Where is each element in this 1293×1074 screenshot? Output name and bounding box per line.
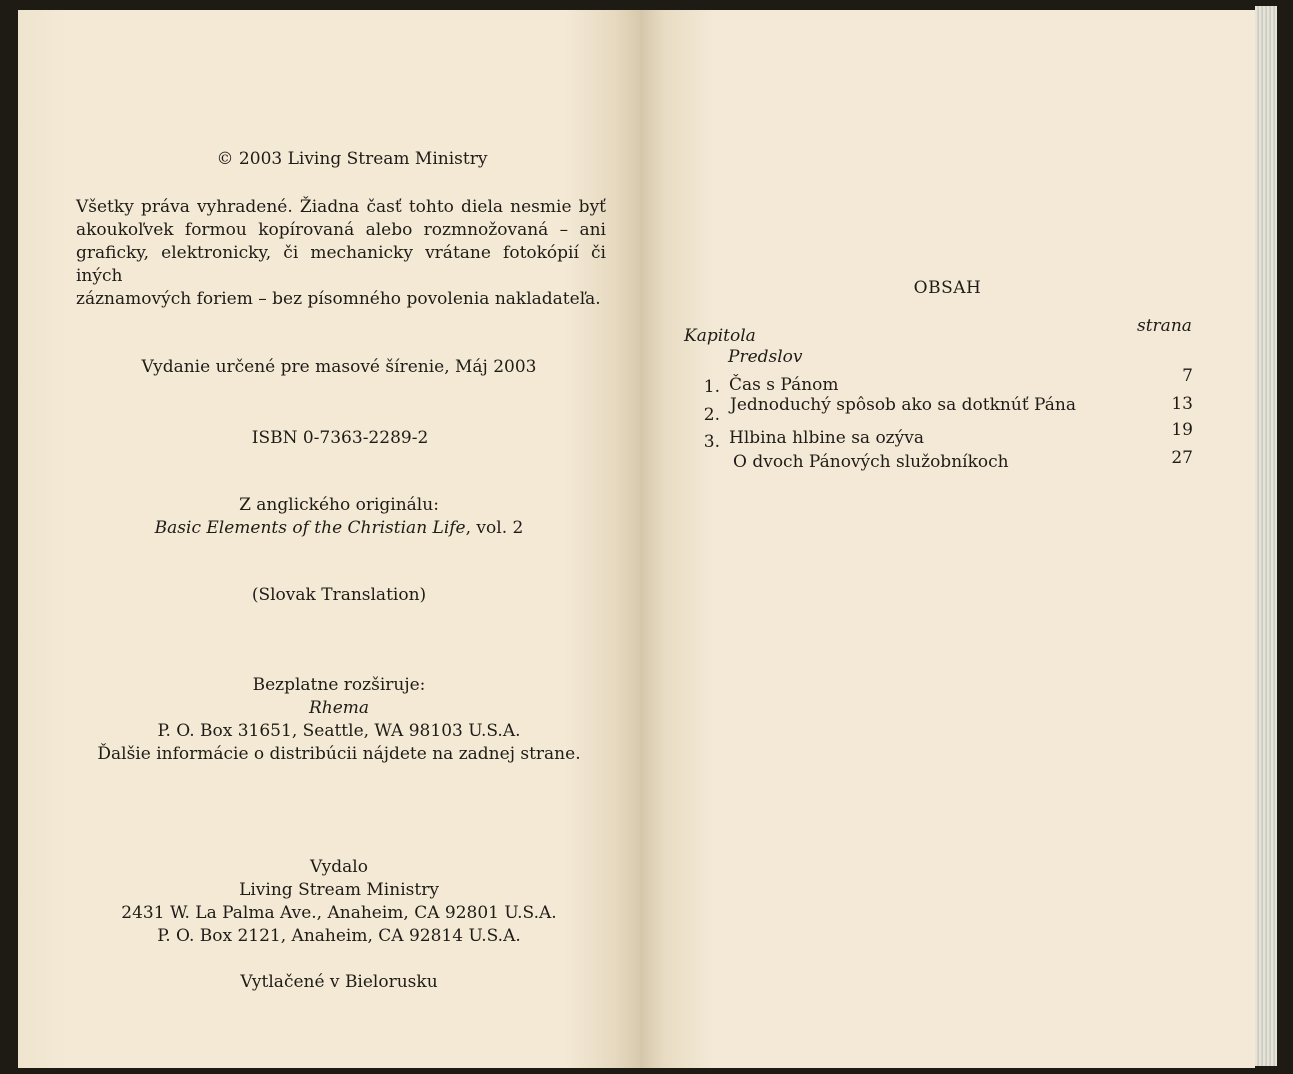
original-title-line: [28, 517, 650, 540]
toc-entry-title: Hlbina hlbine sa ozýva: [729, 428, 924, 448]
rights-line: záznamových foriem – bez písomného povolenia nakladateľa.: [76, 289, 601, 309]
rights-line: graficky, elektronicky, či mechanicky vrátane fotokópií či iných: [76, 243, 606, 286]
distributor-block: [28, 674, 650, 766]
original-title-block: [28, 494, 650, 540]
toc-entry-number: 3.: [703, 432, 720, 452]
toc-entry[interactable]: [640, 420, 1255, 454]
toc-chapter-label: Kapitola: [684, 326, 756, 346]
toc-entry-title: Čas s Pánom: [729, 375, 839, 395]
rights-line: Všetky práva vyhradené. Žiadna časť tohto diela nesmie byť: [76, 197, 606, 217]
toc-entry-number: 2.: [703, 405, 720, 425]
edition-note: [28, 356, 650, 379]
original-volume: , vol. 2: [465, 518, 524, 538]
distributor-address: P. O. Box 31651, Seattle, WA 98103 U.S.A.: [157, 721, 521, 741]
rights-line: akoukoľvek formou kopírovaná alebo rozmnožovaná – ani: [76, 220, 606, 240]
publisher-po-box: P. O. Box 2121, Anaheim, CA 92814 U.S.A.: [157, 926, 521, 946]
left-page: [18, 10, 640, 1068]
toc-entry[interactable]: [640, 394, 1255, 428]
published-label: Vydalo: [310, 857, 368, 877]
toc-entry-page: 7: [1182, 366, 1193, 386]
toc-entry[interactable]: [640, 448, 1255, 486]
copyright-notice: [41, 148, 663, 171]
toc-entry-page: 19: [1171, 420, 1193, 440]
book-page-edges: [1255, 6, 1277, 1066]
publisher-block: [28, 856, 650, 948]
distributor-name: Rhema: [308, 698, 370, 718]
edition-text: Vydanie určené pre masové šírenie, Máj 2003: [141, 357, 537, 377]
toc-entry-page: 13: [1171, 394, 1193, 414]
distribution-info: Ďalšie informácie o distribúcii nájdete na zadnej strane.: [97, 744, 581, 764]
rights-paragraph: [76, 196, 606, 311]
distributed-label: Bezplatne rozširuje:: [252, 675, 426, 695]
isbn: [29, 427, 651, 450]
publisher-address: 2431 W. La Palma Ave., Anaheim, CA 92801 U.S.A.: [121, 903, 557, 923]
copyright-text: © 2003 Living Stream Ministry: [216, 149, 488, 169]
printed-text: Vytlačené v Bielorusku: [240, 972, 438, 992]
publisher-name: Living Stream Ministry: [239, 880, 439, 900]
original-title: Basic Elements of the Christian Life: [154, 518, 466, 538]
toc-page-label: strana: [1137, 316, 1192, 336]
translation-note: [28, 584, 650, 607]
toc-entry-title: Jednoduchý spôsob ako sa dotknúť Pána: [730, 395, 1076, 415]
toc-foreword: Predslov: [728, 347, 803, 367]
toc-entry-title: O dvoch Pánových služobníkoch: [733, 452, 1009, 472]
isbn-text: ISBN 0-7363-2289-2: [251, 428, 429, 448]
printed-note: [28, 971, 650, 994]
toc-entry-page: 27: [1171, 448, 1193, 468]
toc-entry-number: 1.: [703, 377, 720, 397]
toc-title: OBSAH: [913, 278, 982, 298]
original-label: Z anglického originálu:: [239, 495, 439, 515]
right-page: [640, 10, 1255, 1068]
translation-text: (Slovak Translation): [251, 585, 427, 605]
